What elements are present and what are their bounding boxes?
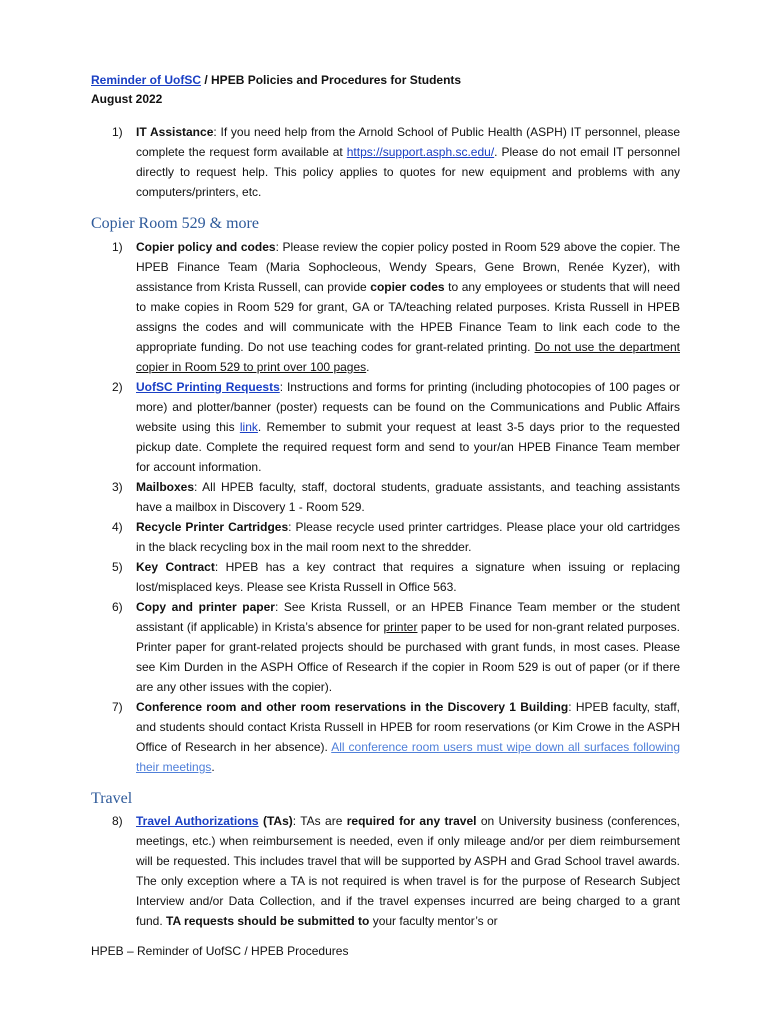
page-footer: HPEB – Reminder of UofSC / HPEB Procedures [91,944,349,958]
section-heading-copier: Copier Room 529 & more [91,215,259,232]
document-header [91,71,461,109]
list-item-copier-policy: 1) Copier policy and codes: Please review the copier policy posted in Room 529 above the copier. The HPEB Finance Team (Maria Sophocleous, Wendy Spears, Gene Brown, Renée Kyzer), with assistance from Krista Russell, can provide copier codes to any employees or students that will need to make copies in Room 529 for grant, GA or TA/teaching related purposes. Krista Russell in HPEB assigns the codes and will communicate with the HPEB Finance Team to link each code to the appropriate funding. Do not use teaching codes for grant-related printing. Do not use the department copier in Room 529 to print over 100 pages. [112,240,681,374]
list-item-recycle-cartridges: 4) Recycle Printer Cartridges: Please recycle used printer cartridges. Please place your old cartridges in the black recycling box in the mail room next to the shredder. [112,520,681,554]
reminder-link[interactable]: Reminder of UofSC [91,73,202,87]
list-item-travel-authorizations: 8) Travel Authorizations (TAs): TAs are required for any travel on University business (conferences, meetings, etc.) when reimbursement is needed, even if only mileage and/or per diem reimbursement will be requested. This includes travel that will be supported by ASPH and Grad School travel awards. The only exception where a TA is not required is when travel is for the purpose of Research Subject Interview and/or Data Collection, and if the travel expenses incurred are being charged to a grant fund. TA requests should be submitted to your faculty mentor’s or [112,814,681,928]
header-date: August 2022 [91,92,163,106]
list-item-it-assistance: 1) IT Assistance: If you need help from the Arnold School of Public Health (ASPH) IT personnel, please complete the request form available at https://support.asph.sc.edu/. Please do not email IT personnel directly to request help. This policy applies to quotes for new equipment and problems with any computers/printers, etc. [112,125,681,199]
printing-requests-link[interactable]: UofSC Printing Requests [136,380,280,394]
wipe-down-link[interactable]: All conference room users must wipe down all surfaces following their meetings [136,740,680,774]
travel-list [112,811,680,931]
travel-authorizations-link[interactable]: Travel Authorizations [136,814,259,828]
header-title: Reminder of UofSC / HPEB Policies and Procedures for Students [91,73,462,87]
cpa-website-link[interactable]: link [239,420,258,434]
list-item-key-contract: 5) Key Contract: HPEB has a key contract that requires a signature when issuing or replacing lost/misplaced keys. Please see Krista Russell in Office 563. [112,560,680,594]
list-item-mailboxes: 3) Mailboxes: All HPEB faculty, staff, doctoral students, graduate assistants, and teaching assistants have a mailbox in Discovery 1 - Room 529. [112,480,680,514]
it-list [112,122,680,202]
support-url-link[interactable]: https://support.asph.sc.edu/ [346,145,495,159]
list-item-conference-rooms: 7) Conference room and other room reservations in the Discovery 1 Building: HPEB faculty, staff, and students should contact Krista Russell in HPEB for room reservations (or Kim Crowe in the ASPH Office of Research in her absence). All conference room users must wipe down all surfaces following their meetings. [112,700,681,774]
section-heading-travel: Travel [91,790,133,807]
list-item-printing-requests: 2) UofSC Printing Requests: Instructions and forms for printing (including photocopies of 100 pages or more) and plotter/banner (poster) requests can be found on the Communications and Public Affairs website using this link. Remember to submit your request at least 3-5 days prior to the requested pickup date. Complete the required request form and send to your/an HPEB Finance Team member for account information. [112,380,680,474]
copier-list [112,237,680,777]
list-item-copy-paper: 6) Copy and printer paper: See Krista Russell, or an HPEB Finance Team member or the student assistant (if applicable) in Krista’s absence for printer paper to be used for non-grant related purposes. Printer paper for grant-related projects should be purchased with grant funds, in most cases. Please see Kim Durden in the ASPH Office of Research if the copier in Room 529 is out of paper (or if there are any other issues with the copier). [112,600,680,694]
